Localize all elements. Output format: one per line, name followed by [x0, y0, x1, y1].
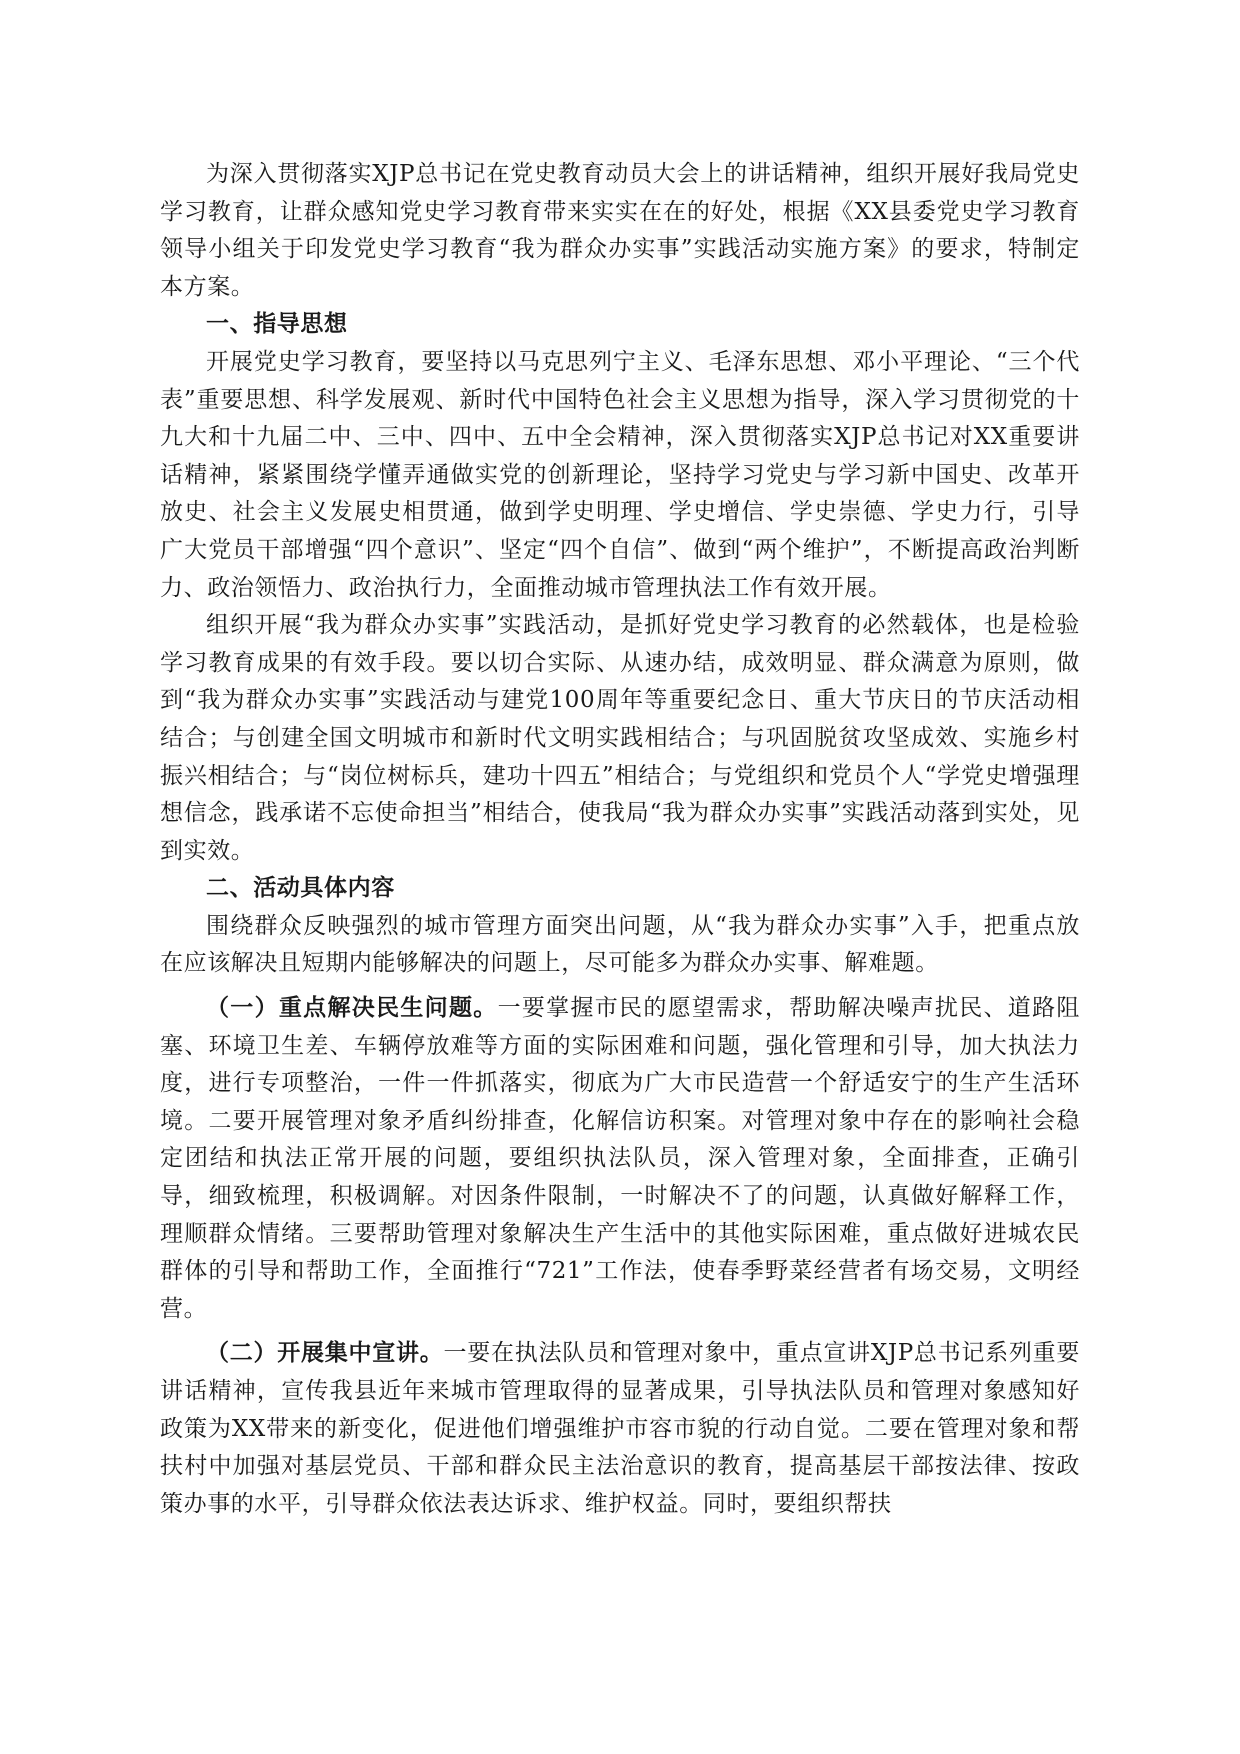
guiding-thought-paragraph-2: 组织开展“我为群众办实事”实践活动，是抓好党史学习教育的必然载体，也是检验学习教育成果的有效手段。要以切合实际、从速办结，成效明显、群众满意为原则，做到“我为群众办实事”实践活动与建党100周年等重要纪念日、重大节庆日的节庆活动相结合；与创建全国文明城市和新时代文明实践相结合；与巩固脱贫攻坚成效、实施乡村振兴相结合；与“岗位树标兵，建功十四五”相结合；与党组织和党员个人“学党史增强理想信念，践承诺不忘使命担当”相结合，使我局“我为群众办实事”实践活动落到实处，见到实效。 [160, 612, 1080, 864]
activity-content-intro-paragraph: 围绕群众反映强烈的城市管理方面突出问题，从“我为群众办实事”入手，把重点放在应该解决且短期内能够解决的问题上，尽可能多为群众办实事、解难题。 [160, 912, 1080, 977]
guiding-thought-paragraph-1: 开展党史学习教育，要坚持以马克思列宁主义、毛泽东思想、邓小平理论、“三个代表”重要思想、科学发展观、新时代中国特色社会主义思想为指导，深入学习贯彻党的十九大和十九届二中、三中、四中、五中全会精神，深入贯彻落实XJP总书记对XX重要讲话精神，紧紧围绕学懂弄通做实党的创新理论，坚持学习党史与学习新中国史、改革开放史、社会主义发展史相贯通，做到学史明理、学史增信、学史崇德、学史力行，引导广大党员干部增强“四个意识”、坚定“四个自信”、做到“两个维护”，不断提高政治判断力、政治领悟力、政治执行力，全面推动城市管理执法工作有效开展。 [160, 348, 1080, 601]
activity-item-livelihood-title: （一）重点解决民生问题。 [206, 994, 498, 1022]
activity-item-lecture-text: 一要在执法队员和管理对象中，重点宣讲XJP总书记系列重要讲话精神，宣传我县近年来城市管理取得的显著成果，引导执法队员和管理对象感知好政策为XX带来的新变化，促进他们增强维护市容市貌的行动自觉。二要在管理对象和帮扶村中加强对基层党员、干部和群众民主法治意识的教育，提高基层干部按法律、按政策办事的水平，引导群众依法表达诉求、维护权益。同时，要组织帮扶 [160, 1340, 1080, 1517]
activity-item-lecture [160, 1334, 1080, 1523]
activity-item-livelihood-text: 一要掌握市民的愿望需求，帮助解决噪声扰民、道路阻塞、环境卫生差、车辆停放难等方面的实际困难和问题，强化管理和引导，加大执法力度，进行专项整治，一件一件抓落实，彻底为广大市民造营一个舒适安宁的生产生活环境。二要开展管理对象矛盾纠纷排查，化解信访积案。对管理对象中存在的影响社会稳定团结和执法正常开展的问题，要组织执法队员，深入管理对象，全面排查，正确引导，细致梳理，积极调解。对因条件限制，一时解决不了的问题，认真做好解释工作，理顺群众情绪。三要帮助管理对象解决生产生活中的其他实际困难，重点做好进城农民群体的引导和帮助工作，全面推行“721”工作法，使春季野菜经营者有场交易，文明经营。 [160, 995, 1080, 1322]
section-heading-activity-content: 二、活动具体内容 [206, 875, 395, 902]
activity-item-lecture-title: （二）开展集中宣讲。 [206, 1339, 444, 1367]
intro-paragraph: 为深入贯彻落实XJP总书记在党史教育动员大会上的讲话精神，组织开展好我局党史学习教育，让群众感知党史学习教育带来实实在在的好处，根据《XX县委党史学习教育领导小组关于印发党史学习教育“我为群众办实事”实践活动实施方案》的要求，特制定本方案。 [160, 161, 1080, 300]
section-heading-guiding-thought: 一、指导思想 [206, 311, 348, 338]
document-page [160, 156, 1080, 1523]
activity-item-livelihood [160, 989, 1080, 1328]
